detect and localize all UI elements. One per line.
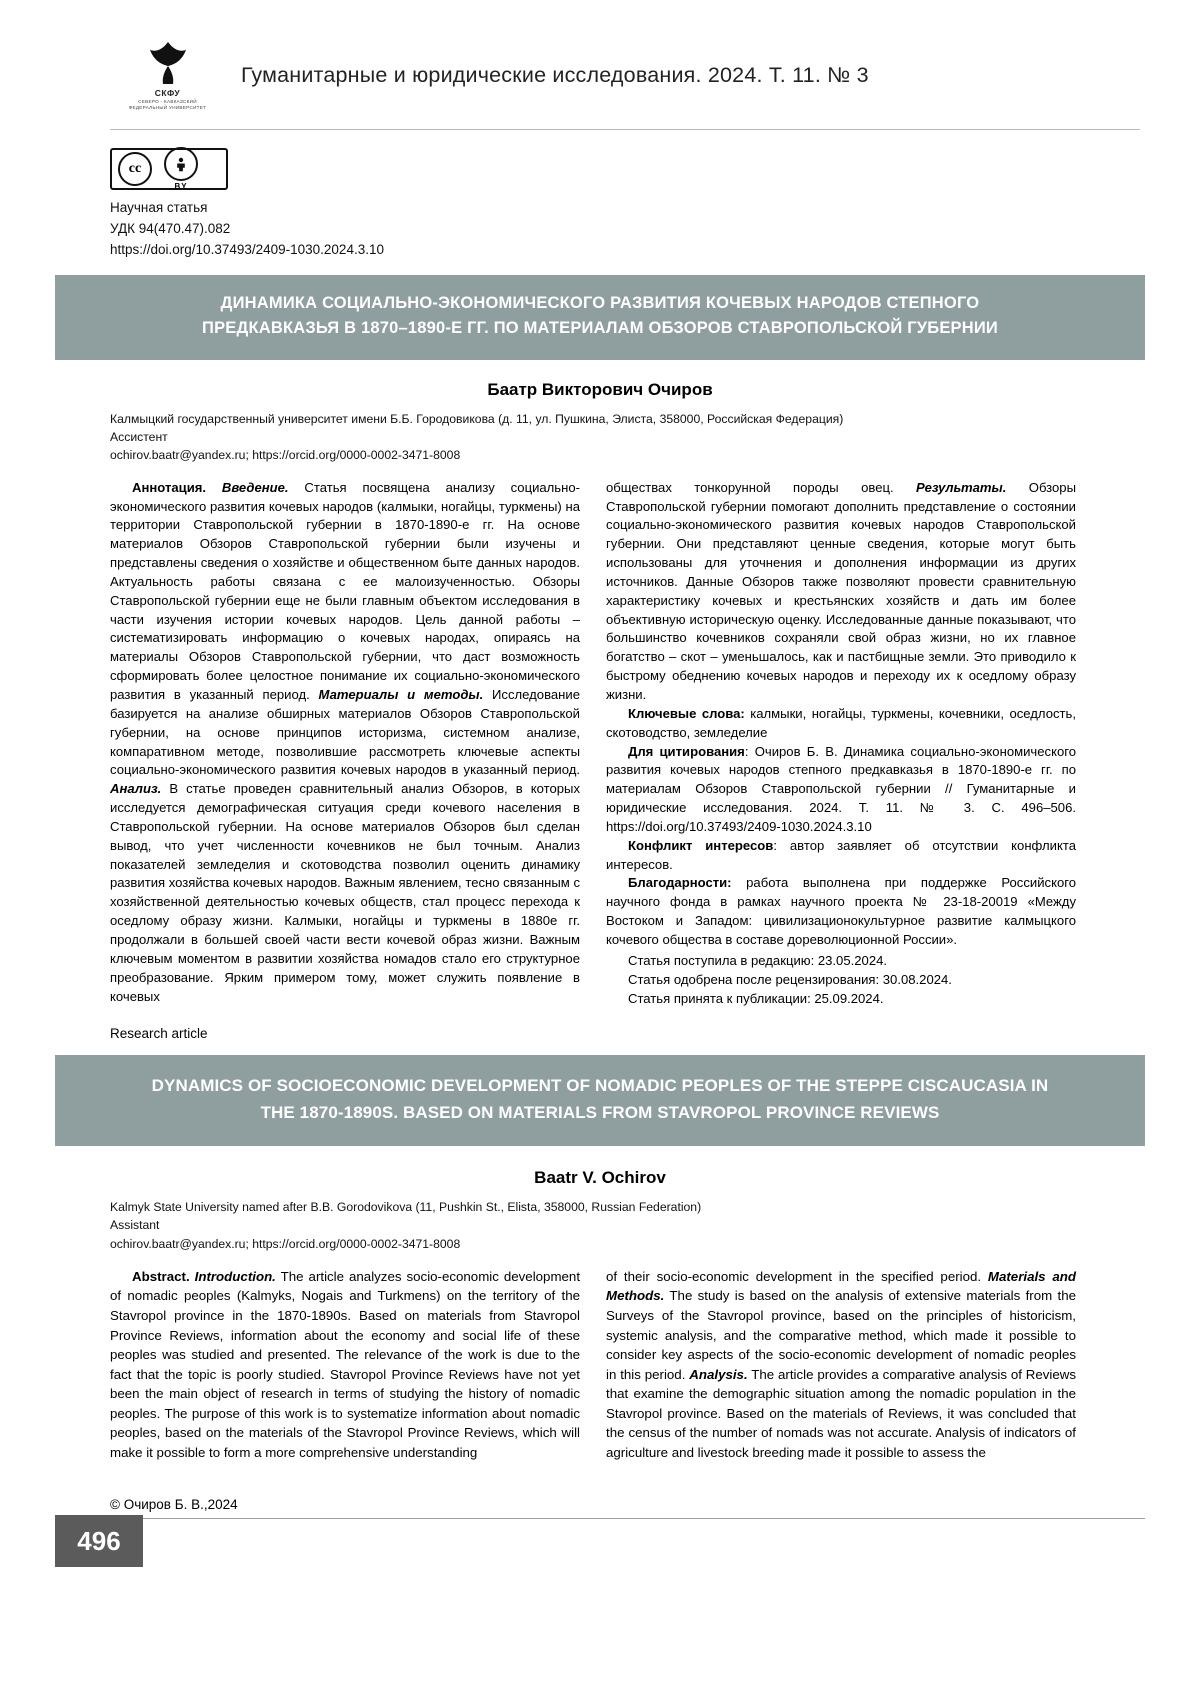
abstract-label-ru: Аннотация. [132, 479, 207, 495]
methods-label-en: Materials and Methods. [606, 1268, 1077, 1304]
udk-code: УДК 94(470.47).082 [110, 220, 231, 236]
footer-divider [110, 1518, 1145, 1519]
abstract-ru-col1 [110, 479, 580, 1009]
date-reviewed: Статья одобрена после рецензирования: 30.08.2024. [628, 971, 952, 987]
abstract-en-text3: The study is based on the analysis of extensive materials from the Surveys of the Stavropol province, based on the principles of historicism, systemic analysis, and the comparative method, which made it possible to consider key aspects of the socio-economic development of nomadic peoples in this period. [606, 1288, 1076, 1382]
title-banner-en: DYNAMICS OF SOCIOECONOMIC DEVELOPMENT OF NOMADIC PEOPLES OF THE STEPPE CISCAUCASIA IN THE 1870-1890S. BASED ON MATERIALS FROM STAVROPOL PROVINCE REVIEWS [55, 1055, 1145, 1146]
logo-caption: СКФУ [154, 88, 181, 98]
methods-label-ru: Материалы и методы. [318, 687, 484, 702]
abstract-ru-col2 [606, 479, 1076, 1009]
journal-title: Гуманитарные и юридические исследования. 2024. Т. 11. № 3 [241, 62, 869, 87]
abstract-ru-text5: Обзоры Ставропольской губернии помогают дополнить представление о состоянии социально-экономического развития кочевых народов Ставропольской губернии. Они представляют ценные сведения, которые могут быть использованы для уточнения и дополнения информации из других источников. Данные Обзоров также позволяют провести сравнительную характеристику кочевых и крестьянских хозяйств и дать им более объективную историческую оценку. Исследованные данные показывают, что большинство кочевников сохраняли свой образ жизни, но их главное богатство – скот – уменьшалось, как и пастбищные земли. Это приводило к быстрому обеднению кочевых народов и переходу их к оседлому образу жизни. [606, 479, 1076, 702]
copyright-line: © Очиров Б. В.,2024 [110, 1497, 238, 1512]
date-received: Статья поступила в редакцию: 23.05.2024. [628, 952, 888, 968]
article-dates-ru [606, 952, 1076, 1009]
abstract-ru-text3: В статье проведен сравнительный анализ Обзоров, в которых исследуется демографическая ситуация среди кочевого населения в Ставропольской губернии. На основе материалов Обзоров был сделан вывод, что учет численности кочевников не был точным. Анализ показателей земледелия и скотоводства позволил оценить динамику развития хозяйства кочевых народов. Важным явлением, тесно связанным с хозяйственной деятельностью кочевых обществ, стал процесс перехода к оседлому образу жизни. Калмыки, ногайцы и туркмены в 1880е гг. продолжали в большей своей части вести кочевой образ жизни. Важным ключевым моментом в развитии хозяйства номадов стало его структурное преобразование. Ярким примером тому, может служить появление в кочевых [110, 781, 580, 1004]
affiliation-en [0, 1198, 1200, 1253]
cc-by-icon [164, 147, 198, 191]
author-name-en: Baatr V. Ochirov [534, 1168, 666, 1188]
logo-subcaption: СЕВЕРО - КАВКАЗСКИЙ ФЕДЕРАЛЬНЫЙ УНИВЕРСИТЕТ [128, 99, 207, 110]
abstract-en-text4: The article provides a comparative analysis of Reviews that examine the demographic situation among the nomadic population in the Stavropol province. Based on the materials of Reviews, it was concluded that the census of the number of nomads was not accurate. Analysis of indicators of agriculture and livestock breeding made it possible to assess the [606, 1366, 1077, 1460]
affiliation-ru-line2: Ассистент [110, 430, 168, 445]
abstract-en-text1: The article analyzes socio-economic development of nomadic peoples (Kalmyks, Nogais and Turkmens) on the territory of the Stavropol province in the 1870-1890s. Based on materials from Stavropol Province Reviews, information about the economy and social life of these peoples was studied and presented. The relevance of the work is due to the fact that the topic is poorly studied. Stavropol Province Reviews have not yet been the main object of research in terms of studying the history of nomadic peoples. The purpose of this work is to systematize information about nomadic peoples, based on the materials of the Stavropol Province Reviews, which will make it possible to form a more comprehensive understanding [110, 1268, 581, 1460]
page-header [0, 0, 1200, 111]
results-label-ru: Результаты. [916, 479, 1007, 495]
research-article-label: Research article [110, 1026, 208, 1042]
skfu-logo [110, 40, 225, 111]
article-type: Научная статья [110, 199, 208, 215]
acknowledgements-label-ru: Благодарности: [628, 875, 732, 891]
intro-label-ru: Введение. [206, 479, 289, 495]
abstract-ru-columns [0, 479, 1200, 1009]
abstract-en-columns [0, 1267, 1200, 1462]
affiliation-en-line2: Assistant [110, 1218, 160, 1233]
abstract-en-col1 [110, 1267, 580, 1462]
conflict-label-ru: Конфликт интересов [628, 837, 774, 853]
license-and-meta [0, 130, 1200, 261]
citation-ru: : Очиров Б. В. Динамика социально-экономического развития кочевых народов степного предкавказья в 1870-1890-е гг. по материалам Обзоров Ставропольской губернии // Гуманитарные и юридические исследования. 2024. Т. 11. № 3. С. 496–506. https://doi.org/10.37493/2409-1030.2024.3.10 [606, 743, 1076, 834]
title-banner-ru: ДИНАМИКА СОЦИАЛЬНО-ЭКОНОМИЧЕСКОГО РАЗВИТИЯ КОЧЕВЫХ НАРОДОВ СТЕПНОГО ПРЕДКАВКАЗЬЯ В 1870–1890-Е ГГ. ПО МАТЕРИАЛАМ ОБЗОРОВ СТАВРОПОЛЬСКОЙ ГУБЕРНИИ [55, 275, 1145, 360]
keywords-ru: калмыки, ногайцы, туркмены, кочевники, оседлость, скотоводство, земледелие [606, 705, 1076, 740]
date-accepted: Статья принята к публикации: 25.09.2024. [628, 990, 884, 1006]
abstract-en-text2: of their socio-economic development in the specified period. [606, 1268, 988, 1284]
affiliation-en-contact[interactable]: ochirov.baatr@yandex.ru; https://orcid.org/0000-0002-3471-8008 [110, 1236, 461, 1251]
author-name-ru: Баатр Викторович Очиров [487, 379, 713, 399]
creative-commons-badge [110, 148, 228, 190]
analysis-label-ru: Анализ. [110, 781, 162, 797]
affiliation-ru-contact[interactable]: ochirov.baatr@yandex.ru; https://orcid.org/0000-0002-3471-8008 [110, 448, 461, 463]
cc-icon: cc [118, 152, 152, 186]
conflict-ru: : автор заявляет об отсутствии конфликта интересов. [606, 837, 1076, 872]
article-meta [110, 198, 1200, 261]
abstract-ru-text4: обществах тонкорунной породы овец. [606, 479, 917, 495]
abstract-en-col2 [606, 1267, 1076, 1462]
analysis-label-en: Analysis. [689, 1366, 748, 1382]
affiliation-ru [0, 410, 1200, 465]
acknowledgements-ru: работа выполнена при поддержке Российского научного фонда в рамках научного проекта № 23-18-20019 «Между Востоком и Западом: цивилизационокультурное развитие калмыцкого кочевого общества в составе дореволюционной России». [606, 875, 1076, 947]
abstract-ru-text1: Статья посвящена анализу социально-экономического развития кочевых народов (калмыки, ногайцы, туркмены) на территории Ставропольской губернии в 1870-1890-е гг. На основе материалов Обзоров Ставропольской губернии были изучены и представлены сведения о хозяйстве и общественном быте данных народов. Актуальность работы связана с ее малоизученностью. Обзоры Ставропольской губернии еще не были главным объектом исследования в части изучения истории кочевых народов. Цель данной работы – систематизировать информацию о кочевых народах, опираясь на материалы Обзоров Ставропольской губернии, что даст возможность сформировать более целостное понимание их социально-экономического развития в указанный период. [110, 479, 581, 702]
intro-label-en: Introduction. [189, 1268, 276, 1284]
affiliation-en-line1: Kalmyk State University named after B.B. Gorodovikova (11, Pushkin St., Elista, 358000, Russian Federation) [110, 1200, 702, 1215]
page-number: 496 [55, 1515, 143, 1567]
abstract-ru-text2: Исследование базируется на анализе обширных материалов Обзоров Ставропольской губернии, на основе принципов историзма, системном анализе, компаративном методе, позволившие рассмотреть ключевые аспекты социально-экономического развития кочевых народов в указанный период. [110, 687, 581, 778]
doi-link[interactable]: https://doi.org/10.37493/2409-1030.2024.3.10 [110, 241, 384, 257]
affiliation-ru-line1: Калмыцкий государственный университет имени Б.Б. Городовикова (д. 11, ул. Пушкина, Элиста, 358000, Российская Федерация) [110, 411, 844, 426]
citation-label-ru: Для цитирования [628, 743, 745, 759]
cc-by-label: BY [174, 181, 188, 191]
abstract-label-en: Abstract. [132, 1268, 190, 1284]
keywords-label-ru: Ключевые слова: [628, 705, 745, 721]
